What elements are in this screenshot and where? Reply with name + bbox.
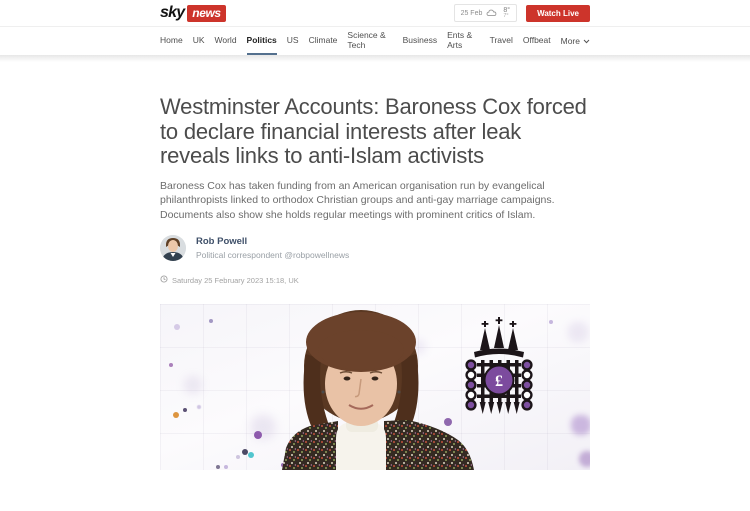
nav-business[interactable]: Business xyxy=(402,35,438,45)
header-top-row xyxy=(0,0,750,27)
site-header xyxy=(0,0,750,55)
article-standfirst: Baroness Cox has taken funding from an American organisation run by evangelical philanthropists linked to orthodox Christian groups and anti-gay marriage campaigns. Documents also show she holds regular meetings with prominent critics of Islam. xyxy=(160,179,555,221)
watch-live-button[interactable]: Watch Live xyxy=(526,5,590,22)
temp-high: 8° xyxy=(503,6,511,14)
author-avatar[interactable] xyxy=(160,235,186,261)
clock-icon xyxy=(160,275,168,285)
nav-climate[interactable]: Climate xyxy=(308,35,338,45)
hero-image xyxy=(160,304,590,470)
temp-low: 7° xyxy=(503,12,509,19)
nav-home[interactable]: Home xyxy=(160,35,183,45)
nav-science-tech[interactable]: Science & Tech xyxy=(347,30,386,50)
nav-more[interactable] xyxy=(561,27,590,55)
nav-world[interactable]: World xyxy=(214,35,237,45)
weather-date: 25 Feb xyxy=(460,9,483,17)
westminster-accounts-badge xyxy=(456,316,542,418)
chevron-down-icon xyxy=(583,36,590,46)
author-role: Political correspondent @robpowellnews xyxy=(196,250,350,260)
nav-politics[interactable]: Politics xyxy=(247,27,277,55)
main-nav xyxy=(0,27,750,55)
weather-widget[interactable] xyxy=(454,4,518,22)
nav-more-label: More xyxy=(560,36,580,46)
nav-ents-arts[interactable]: Ents & Arts xyxy=(447,30,473,50)
author-name[interactable]: Rob Powell xyxy=(196,236,248,247)
article xyxy=(160,62,590,470)
logo-sky-text: sky xyxy=(160,4,185,21)
header-shadow xyxy=(0,55,750,62)
dateline-text: Saturday 25 February 2023 15:18, UK xyxy=(172,275,299,285)
weather-temps xyxy=(503,7,510,20)
nav-uk[interactable]: UK xyxy=(192,35,205,45)
nav-us[interactable]: US xyxy=(286,35,299,45)
logo-news-text: news xyxy=(187,5,225,22)
article-headline: Westminster Accounts: Baroness Cox forced to declare financial interests after leak reveals links to anti-Islam activists xyxy=(160,94,587,168)
cloud-icon xyxy=(486,4,499,22)
byline xyxy=(160,235,590,261)
sky-news-logo[interactable] xyxy=(160,4,226,22)
nav-travel[interactable]: Travel xyxy=(489,35,513,45)
nav-offbeat[interactable]: Offbeat xyxy=(522,35,551,45)
pound-symbol: £ xyxy=(495,373,503,390)
dateline xyxy=(160,275,590,285)
